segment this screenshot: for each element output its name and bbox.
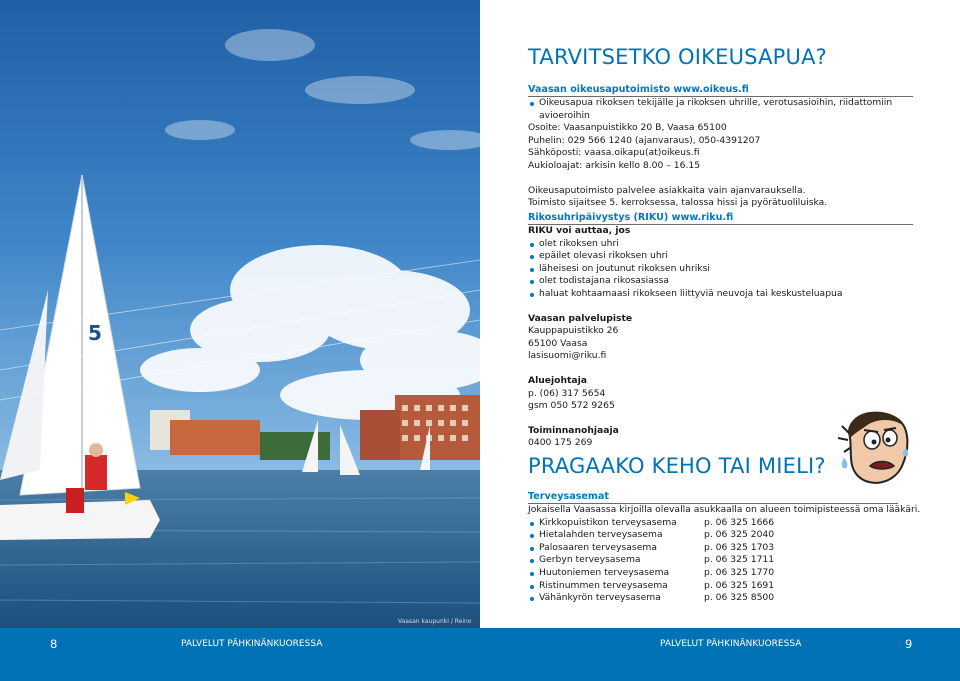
oikeusapu-info: Toimisto sijaitsee 5. kerroksessa, talossa hissi ja pyörätuoliluiska. — [528, 197, 828, 209]
list-item: Oikeusapua rikoksen tekijälle ja rikoksen uhrille, verotusasioihin, riidattomiin avioeroihin — [528, 97, 913, 122]
station-name: Palosaaren terveysasema — [539, 541, 657, 553]
riku-intro: RIKU voi auttaa, jos — [528, 225, 631, 236]
list-item — [528, 592, 898, 605]
list-item — [528, 529, 898, 542]
station-name: Vähänkyrön terveysasema — [539, 592, 661, 604]
list-item — [528, 567, 898, 580]
station-phone: p. 06 325 1703 — [704, 541, 775, 553]
station-name: Hietalahden terveysasema — [539, 529, 663, 541]
list-item: epäilet olevasi rikoksen uhri — [528, 250, 913, 263]
aluejohtaja-gsm: gsm 050 572 9265 — [528, 400, 615, 412]
page-number-right: 9 — [905, 637, 913, 651]
worried-face-icon — [836, 408, 916, 490]
footer-bar — [0, 628, 960, 681]
list-item — [528, 580, 898, 593]
page-number-left: 8 — [50, 637, 58, 651]
oikeusapu-line: Aukioloajat: arkisin kello 8.00 – 16.15 — [528, 159, 701, 171]
harbor-photo — [0, 0, 480, 628]
aluejohtaja-phone: p. (06) 317 5654 — [528, 387, 606, 399]
station-phone: p. 06 325 1770 — [704, 566, 775, 578]
list-item — [528, 554, 898, 567]
footer-title-left: PALVELUT PÄHKINÄNKUORESSA — [181, 639, 323, 649]
riku-office-line: Kauppapuistikko 26 — [528, 325, 619, 337]
oikeusapu-line: Sähköposti: vaasa.oikapu(at)oikeus.fi — [528, 147, 700, 159]
page-title: TARVITSETKO OIKEUSAPUA? — [528, 45, 828, 69]
oikeusapu-list — [528, 97, 913, 122]
station-phone: p. 06 325 1711 — [704, 554, 775, 566]
oikeusapu-heading: Vaasan oikeusaputoimisto www.oikeus.fi — [528, 83, 913, 97]
station-name: Ristinummen terveysasema — [539, 579, 668, 591]
list-item: olet todistajana rikosasiassa — [528, 275, 913, 288]
toiminnanohjaaja-title: Toiminnanohjaaja — [528, 424, 619, 436]
station-name: Huutoniemen terveysasema — [539, 566, 670, 578]
oikeusapu-line: Osoite: Vaasanpuistikko 20 B, Vaasa 65100 — [528, 122, 727, 134]
oikeusapu-line: Puhelin: 029 566 1240 (ajanvaraus), 050-4391207 — [528, 134, 761, 146]
section-title-pragaako: PRAGAAKO KEHO TAI MIELI? — [528, 454, 826, 478]
riku-office-title: Vaasan palvelupiste — [528, 312, 633, 324]
riku-list — [528, 238, 913, 301]
station-phone: p. 06 325 1691 — [704, 579, 775, 591]
photo-credit: Vaasan kaupunki / Reino — [398, 618, 472, 625]
station-name: Gerbyn terveysasema — [539, 554, 641, 566]
terveys-intro: Jokaisella Vaasassa kirjoilla olevalla asukkaalla on alueen toimipisteessä oma lääkäri. — [528, 504, 921, 515]
terveys-heading: Terveysasemat — [528, 490, 898, 504]
list-item — [528, 517, 898, 530]
riku-office-email: lasisuomi@riku.fi — [528, 350, 607, 362]
list-item: haluat kohtaamaasi rikokseen liittyviä neuvoja tai keskusteluapua — [528, 288, 913, 301]
station-phone: p. 06 325 1666 — [704, 516, 775, 528]
list-item — [528, 542, 898, 555]
list-item: olet rikoksen uhri — [528, 238, 913, 251]
sailboat-illustration — [0, 0, 480, 628]
riku-office-line: 65100 Vaasa — [528, 337, 588, 349]
svg-text:5: 5 — [88, 321, 102, 345]
aluejohtaja-title: Aluejohtaja — [528, 374, 587, 386]
station-phone: p. 06 325 2040 — [704, 529, 775, 541]
riku-heading: Rikosuhripäivystys (RIKU) www.riku.fi — [528, 211, 913, 225]
toiminnanohjaaja-phone: 0400 175 269 — [528, 437, 593, 449]
footer-title-right: PALVELUT PÄHKINÄNKUORESSA — [660, 639, 802, 649]
station-name: Kirkkopuistikon terveysasema — [539, 516, 677, 528]
station-phone: p. 06 325 8500 — [704, 592, 775, 604]
terveys-list — [528, 517, 898, 605]
oikeusapu-info: Oikeusaputoimisto palvelee asiakkaita vain ajanvarauksella. — [528, 184, 806, 196]
list-item: läheisesi on joutunut rikoksen uhriksi — [528, 263, 913, 276]
